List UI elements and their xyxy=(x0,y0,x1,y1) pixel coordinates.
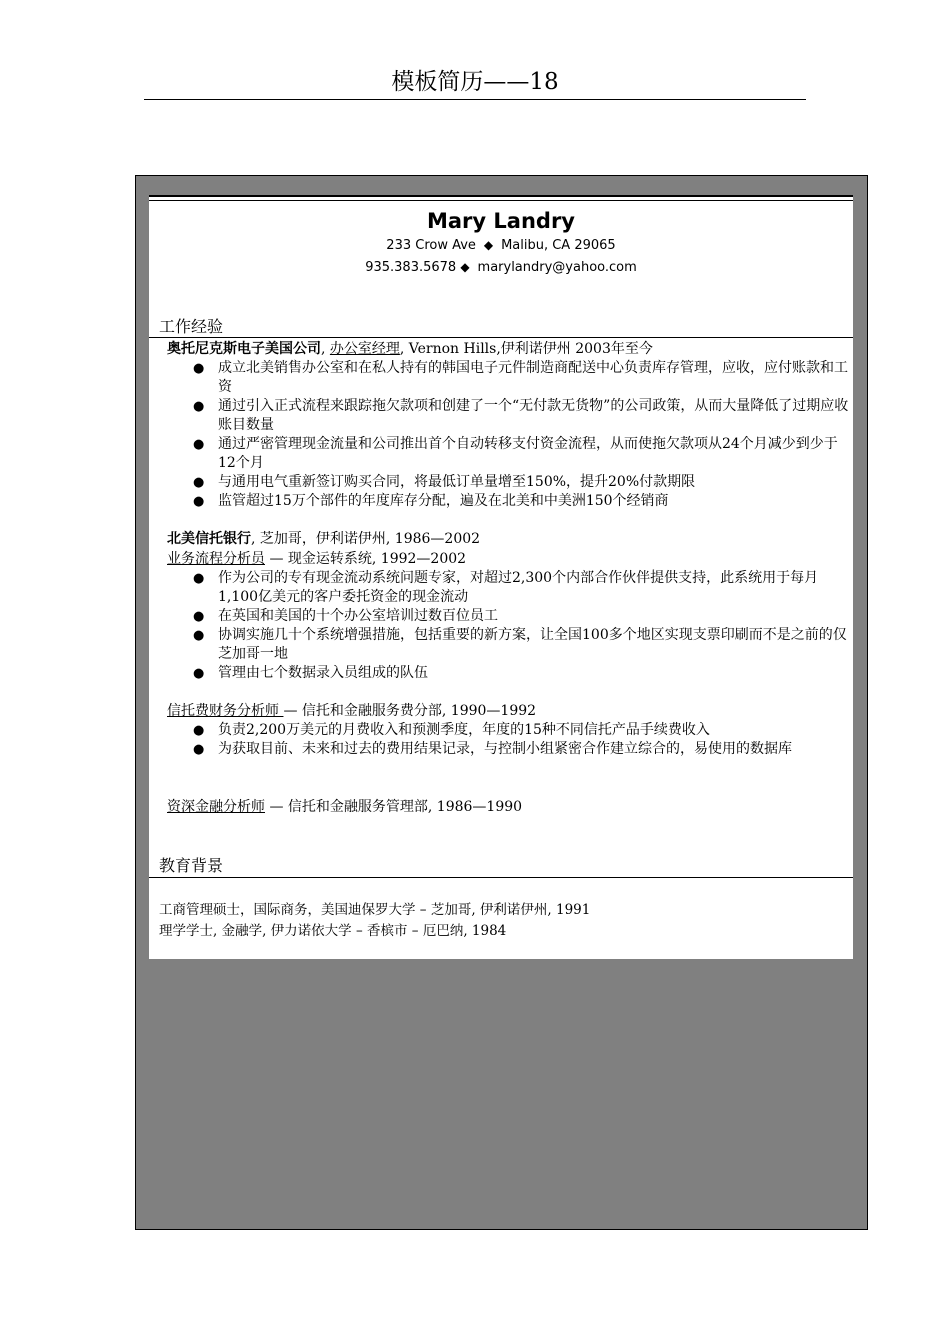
list-item: ● 作为公司的专有现金流动系统问题专家，对超过2,300个内部合作伙伴提供支持，此系统用于每月1,100亿美元的客户委托资金的现金流动 xyxy=(193,570,819,605)
list-item: ● 负责2,200万美元的月费收入和预测季度，年度的15种不同信托产品手续费收入 xyxy=(193,722,710,738)
job2-details: , 芝加哥，伊利诺伊州, 1986—2002 xyxy=(251,531,481,547)
diamond-icon: ◆ xyxy=(460,260,474,274)
education-heading: 教育背景 xyxy=(159,856,224,875)
job1-title: 办公室经理 xyxy=(329,341,400,357)
list-item: ● 在英国和美国的十个办公室培训过数百位员工 xyxy=(193,608,498,624)
resume-page xyxy=(149,195,853,959)
list-item: ● 与通用电气重新签订购买合同，将最低订单量增至150%，提升20%付款期限 xyxy=(193,474,696,490)
role2-bullets xyxy=(189,721,849,759)
contact-line xyxy=(149,258,853,277)
list-item: ● 通过引入正式流程来跟踪拖欠款项和创建了一个“无付款无货物”的公司政策，从而大量降低了过期应收账目数量 xyxy=(193,398,849,433)
filled-circle-icon: ● xyxy=(193,628,205,643)
list-item: ● 通过严密管理现金流量和公司推出首个自动转移支付资金流程，从而使拖欠款项从24个月减少到少于12个月 xyxy=(193,436,838,471)
job1-details: , Vernon Hills,伊利诺伊州 2003年至今 xyxy=(399,341,653,357)
role2-title: 信托费财务分析师 xyxy=(167,703,284,719)
role1-details: — 现金运转系统, 1992—2002 xyxy=(265,551,467,567)
experience-heading: 工作经验 xyxy=(159,317,224,336)
phone: 935.383.5678 xyxy=(365,260,457,275)
list-item: ● 协调实施几十个系统增强措施，包括重要的新方案，让全国100多个地区实现支票印刷而不是之前的仅芝加哥一地 xyxy=(193,627,847,662)
job1-bullets xyxy=(189,359,849,511)
address-line xyxy=(149,236,853,255)
job2-header xyxy=(167,530,480,549)
document-title: 模板简历——18 xyxy=(391,69,559,95)
job2-company: 北美信托银行 xyxy=(167,531,251,547)
list-item: ● 为获取目前、未来和过去的费用结果记录，与控制小组紧密合作建立综合的，易使用的数据库 xyxy=(193,741,792,757)
education-line: 理学学士, 金融学, 伊力诺依大学 – 香槟市 – 厄巴纳, 1984 xyxy=(159,923,507,939)
job2-role2-header xyxy=(167,702,536,721)
education-line: 工商管理硕士，国际商务，美国迪保罗大学 – 芝加哥, 伊利诺伊州, 1991 xyxy=(159,902,591,918)
list-item: ● 成立北美销售办公室和在私人持有的韩国电子元件制造商配送中心负责库存管理，应收，应付账款和工资 xyxy=(193,360,848,395)
address-street: 233 Crow Ave xyxy=(386,238,476,253)
filled-circle-icon: ● xyxy=(193,571,205,586)
education-rule xyxy=(149,877,853,878)
resume-name: Mary Landry xyxy=(426,209,575,233)
role1-bullets xyxy=(189,569,849,683)
filled-circle-icon: ● xyxy=(193,361,205,376)
job2-role3-header xyxy=(167,798,522,817)
diamond-icon: ◆ xyxy=(480,238,497,252)
filled-circle-icon: ● xyxy=(193,666,205,681)
filled-circle-icon: ● xyxy=(193,437,205,452)
role3-details: — 信托和金融服务管理部, 1986—1990 xyxy=(265,799,523,815)
filled-circle-icon: ● xyxy=(193,723,205,738)
filled-circle-icon: ● xyxy=(193,609,205,624)
list-item: ● 管理由七个数据录入员组成的队伍 xyxy=(193,665,428,681)
filled-circle-icon: ● xyxy=(193,475,205,490)
role1-title: 业务流程分析员 xyxy=(167,551,265,567)
job1-header xyxy=(167,340,653,359)
filled-circle-icon: ● xyxy=(193,399,205,414)
filled-circle-icon: ● xyxy=(193,494,205,509)
filled-circle-icon: ● xyxy=(193,742,205,757)
title-underline xyxy=(144,99,806,100)
address-city: Malibu, CA 29065 xyxy=(501,238,616,253)
experience-rule xyxy=(149,337,853,338)
role2-details: — 信托和金融服务费分部, 1990—1992 xyxy=(283,703,537,719)
list-item: ● 监管超过15万个部件的年度库存分配，遍及在北美和中美洲150个经销商 xyxy=(193,493,669,509)
job2-role1-header xyxy=(167,550,466,569)
job1-sep: , xyxy=(321,341,330,357)
job1-company: 奥托尼克斯电子美国公司 xyxy=(167,341,321,357)
email: marylandry@yahoo.com xyxy=(477,260,637,275)
role3-title: 资深金融分析师 xyxy=(167,799,265,815)
